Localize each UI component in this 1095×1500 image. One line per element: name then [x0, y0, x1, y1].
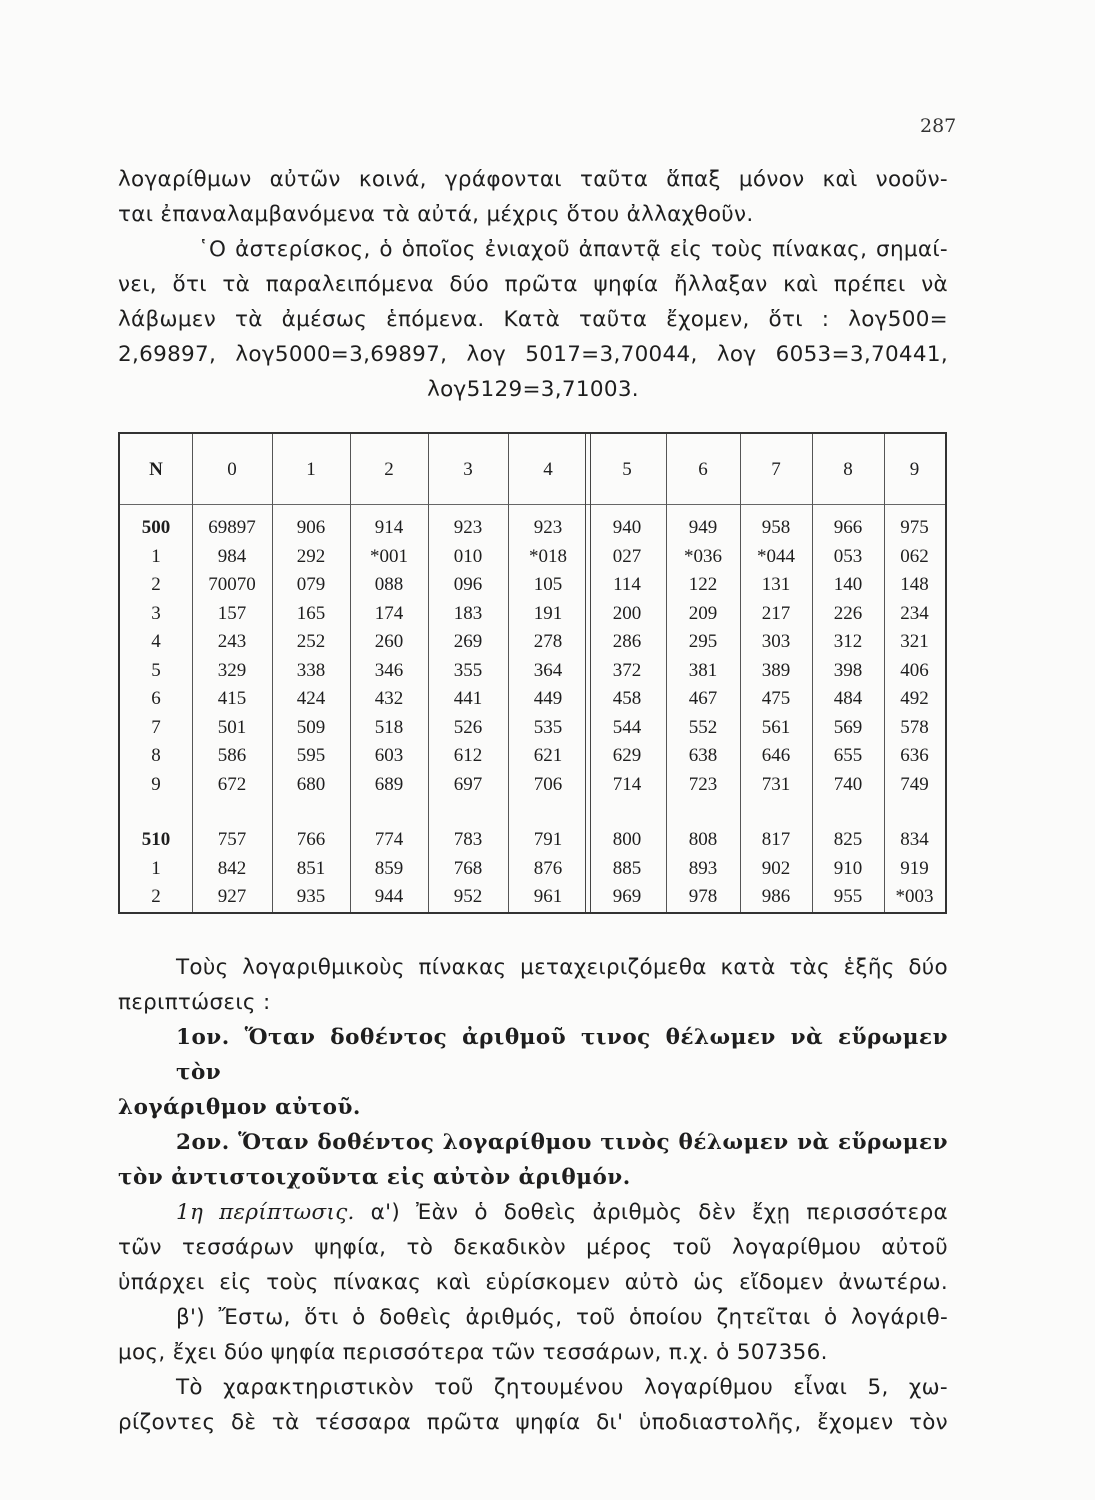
case1-line — [118, 1195, 948, 1230]
table-row — [120, 855, 945, 884]
column-rule — [508, 434, 509, 912]
table-cell: 723 — [688, 773, 718, 795]
row-label-cell: 7 — [151, 716, 161, 738]
table-cell: *003 — [895, 886, 934, 908]
table-cell: *001 — [370, 545, 408, 567]
page-number: 287 — [920, 115, 957, 137]
table-cell: 432 — [374, 688, 404, 710]
table-cell: 768 — [453, 857, 483, 879]
table-cell: 749 — [900, 773, 929, 795]
intro-line: ῾Ο ἀστερίσκος, ὁ ὁποῖος ἐνιαχοῦ ἀπαντᾷ εἰς τοὺς πίνακας, σημαί- — [198, 237, 948, 262]
table-cell: 902 — [761, 857, 791, 879]
table-cell: 69897 — [208, 517, 256, 539]
outro-line: τῶν τεσσάρων ψηφία, τὸ δεκαδικὸν μέρος τοῦ λογαρίθμου αὐτοῦ — [118, 1235, 948, 1260]
table-cell: 757 — [217, 829, 247, 851]
case-heading-1-cont: λογάριθμον αὐτοῦ. — [118, 1095, 361, 1120]
table-cell: 329 — [217, 659, 247, 681]
table-cell: 217 — [761, 602, 791, 624]
case1-text: α') Ἐὰν ὁ δοθεὶς ἀριθμὸς δὲν ἔχῃ περισσότερα — [370, 1200, 948, 1225]
table-cell: 9 — [909, 459, 920, 481]
row-label-cell: 3 — [151, 602, 161, 624]
table-cell: 526 — [453, 716, 483, 738]
row-label-cell: 2 — [151, 574, 161, 596]
table-cell: 935 — [296, 886, 326, 908]
column-rule — [350, 434, 351, 912]
table-cell: 122 — [688, 574, 718, 596]
case-heading-1: 1ον. Ὅταν δοθέντος ἀριθμοῦ τινος θέλωμεν νὰ εὕρωμεν τὸν — [176, 1025, 948, 1085]
table-cell: 449 — [533, 688, 563, 710]
table-cell: 923 — [453, 517, 483, 539]
table-cell: 364 — [533, 659, 563, 681]
table-cell: 919 — [900, 857, 929, 879]
row-label-cell: 8 — [151, 745, 161, 767]
table-cell: 484 — [833, 688, 863, 710]
intro-paragraph — [118, 162, 948, 407]
table-cell: 424 — [296, 688, 326, 710]
table-cell: 518 — [374, 716, 404, 738]
table-cell: 906 — [296, 517, 326, 539]
table-cell: 174 — [374, 602, 404, 624]
table-cell: 053 — [833, 545, 863, 567]
table-cell: 157 — [217, 602, 247, 624]
table-cell: 984 — [217, 545, 247, 567]
table-cell: 638 — [688, 745, 718, 767]
table-cell: 535 — [533, 716, 563, 738]
intro-line: ται ἐπαναλαμβανόμενα τὰ αὐτά, μέχρις ὅτου ἀλλαχθοῦν. — [118, 202, 754, 227]
table-cell: 944 — [374, 886, 404, 908]
row-label-cell: 500 — [141, 517, 171, 539]
table-cell: 885 — [612, 857, 642, 879]
table-cell: 969 — [612, 886, 642, 908]
table-cell: 5 — [622, 459, 632, 481]
table-cell: 851 — [296, 857, 326, 879]
row-label-cell: 5 — [151, 659, 161, 681]
table-row — [120, 742, 945, 771]
table-cell: 096 — [453, 574, 483, 596]
table-cell: 966 — [833, 517, 863, 539]
column-rule — [666, 434, 667, 912]
table-cell: 636 — [900, 745, 929, 767]
table-row — [120, 883, 945, 912]
table-cell: 355 — [453, 659, 483, 681]
table-cell: 680 — [296, 773, 326, 795]
column-rule — [272, 434, 273, 912]
table-cell: 509 — [296, 716, 326, 738]
table-cell: 441 — [453, 688, 483, 710]
table-cell: 415 — [217, 688, 247, 710]
table-cell: 027 — [612, 545, 642, 567]
table-cell: 893 — [688, 857, 718, 879]
table-cell: 740 — [833, 773, 863, 795]
outro-line: μος, ἔχει δύο ψηφία περισσότερα τῶν τεσσάρων, π.χ. ὁ 507356. — [118, 1340, 828, 1365]
table-cell: *018 — [529, 545, 567, 567]
table-cell: 561 — [761, 716, 791, 738]
table-cell: 226 — [833, 602, 863, 624]
table-cell: 952 — [453, 886, 483, 908]
table-cell: 165 — [296, 602, 326, 624]
table-cell: 398 — [833, 659, 863, 681]
table-cell: 1 — [306, 459, 316, 481]
column-rule — [428, 434, 429, 912]
table-cell: 910 — [833, 857, 863, 879]
table-cell: 595 — [296, 745, 326, 767]
table-cell: 234 — [900, 602, 929, 624]
table-cell: 697 — [453, 773, 483, 795]
table-cell: 079 — [296, 574, 326, 596]
table-cell: 321 — [900, 631, 929, 653]
table-row — [120, 685, 945, 714]
outro-line: ὑπάρχει εἰς τοὺς πίνακας καὶ εὑρίσκομεν αὐτὸ ὡς εἴδομεν ἀνωτέρω. — [118, 1270, 948, 1295]
table-cell: 131 — [761, 574, 791, 596]
table-cell: 621 — [533, 745, 563, 767]
row-label-cell: 1 — [151, 545, 161, 567]
intro-line: λάβωμεν τὰ ἀμέσως ἑπόμενα. Κατὰ ταῦτα ἔχομεν, ὅτι : λογ500= — [118, 307, 948, 332]
table-row — [120, 628, 945, 657]
table-cell: 955 — [833, 886, 863, 908]
table-cell: 783 — [453, 829, 483, 851]
column-rule — [740, 434, 741, 912]
table-cell: 808 — [688, 829, 718, 851]
table-cell: 834 — [900, 829, 929, 851]
table-cell: 467 — [688, 688, 718, 710]
table-cell: 578 — [900, 716, 929, 738]
table-cell: 269 — [453, 631, 483, 653]
logarithm-table — [118, 432, 947, 914]
table-cell: 842 — [217, 857, 247, 879]
table-cell: 7 — [771, 459, 781, 481]
table-cell: 6 — [698, 459, 708, 481]
table-cell: 949 — [688, 517, 718, 539]
outro-text — [118, 950, 948, 1440]
table-cell: *036 — [684, 545, 722, 567]
outro-line: Τοὺς λογαριθμικοὺς πίνακας μεταχειριζόμεθα κατὰ τὰς ἑξῆς δύο — [176, 955, 948, 980]
table-cell: 2 — [384, 459, 394, 481]
table-row — [120, 543, 945, 572]
table-cell: 3 — [463, 459, 473, 481]
table-cell: 381 — [688, 659, 718, 681]
table-cell: 389 — [761, 659, 791, 681]
intro-line: λογαρίθμων αὐτῶν κοινά, γράφονται ταῦτα ἅπαξ μόνον καὶ νοοῦν- — [118, 167, 948, 192]
table-cell: 927 — [217, 886, 247, 908]
column-rule — [192, 434, 193, 912]
table-cell: 148 — [900, 574, 929, 596]
table-cell: 312 — [833, 631, 863, 653]
table-cell: 200 — [612, 602, 642, 624]
table-cell: 8 — [843, 459, 853, 481]
table-cell: 817 — [761, 829, 791, 851]
table-header-row — [120, 456, 945, 485]
row-label-cell: 9 — [151, 773, 161, 795]
outro-line: περιπτώσεις : — [118, 990, 271, 1015]
table-cell: 774 — [374, 829, 404, 851]
header-separator — [120, 504, 945, 505]
table-cell: 458 — [612, 688, 642, 710]
table-cell: 114 — [613, 574, 641, 596]
table-cell: 406 — [900, 659, 929, 681]
table-cell: 70070 — [208, 574, 256, 596]
row-label-cell: 6 — [151, 688, 161, 710]
intro-line: λογ5129=3,71003. — [427, 377, 639, 402]
table-row — [120, 571, 945, 600]
table-cell: 961 — [533, 886, 563, 908]
table-row — [120, 771, 945, 800]
table-cell: 706 — [533, 773, 563, 795]
table-cell: 629 — [612, 745, 642, 767]
table-cell: 646 — [761, 745, 791, 767]
table-cell: 766 — [296, 829, 326, 851]
table-cell: 791 — [533, 829, 563, 851]
table-cell: 475 — [761, 688, 791, 710]
table-cell: 612 — [453, 745, 483, 767]
row-label-cell: 1 — [151, 857, 161, 879]
column-rule — [585, 434, 591, 912]
row-label-cell: 4 — [151, 631, 161, 653]
table-cell: 303 — [761, 631, 791, 653]
table-cell: 714 — [612, 773, 642, 795]
table-cell: 492 — [900, 688, 929, 710]
table-cell: 544 — [612, 716, 642, 738]
column-rule — [812, 434, 813, 912]
table-cell: 260 — [374, 631, 404, 653]
table-cell: 286 — [612, 631, 642, 653]
table-cell: *044 — [757, 545, 795, 567]
table-row — [120, 600, 945, 629]
table-cell: 010 — [453, 545, 483, 567]
column-rule — [884, 434, 885, 912]
table-cell: 586 — [217, 745, 247, 767]
table-cell: 292 — [296, 545, 326, 567]
table-cell: 914 — [374, 517, 404, 539]
table-cell: 569 — [833, 716, 863, 738]
table-cell: 940 — [612, 517, 642, 539]
case1-label: 1η περίπτωσις. — [176, 1200, 355, 1225]
table-cell: 876 — [533, 857, 563, 879]
table-cell: 295 — [688, 631, 718, 653]
table-cell: 825 — [833, 829, 863, 851]
table-cell: 978 — [688, 886, 718, 908]
intro-line: νει, ὅτι τὰ παραλειπόμενα δύο πρῶτα ψηφία ἤλλαξαν καὶ πρέπει νὰ — [118, 272, 948, 297]
row-label-cell: N — [149, 459, 163, 481]
table-cell: 923 — [533, 517, 563, 539]
table-cell: 655 — [833, 745, 863, 767]
table-cell: 062 — [900, 545, 929, 567]
table-row — [120, 826, 945, 855]
table-cell: 105 — [533, 574, 563, 596]
table-cell: 209 — [688, 602, 718, 624]
table-cell: 243 — [217, 631, 247, 653]
table-cell: 986 — [761, 886, 791, 908]
table-row — [120, 514, 945, 543]
table-cell: 975 — [900, 517, 929, 539]
table-cell: 689 — [374, 773, 404, 795]
table-row — [120, 657, 945, 686]
table-cell: 958 — [761, 517, 791, 539]
intro-line: 2,69897, λογ5000=3,69897, λογ 5017=3,70044, λογ 6053=3,70441, — [118, 342, 948, 367]
table-cell: 4 — [543, 459, 553, 481]
table-cell: 191 — [533, 602, 563, 624]
table-cell: 859 — [374, 857, 404, 879]
table-cell: 672 — [217, 773, 247, 795]
table-cell: 088 — [374, 574, 404, 596]
table-cell: 278 — [533, 631, 563, 653]
table-cell: 800 — [612, 829, 642, 851]
table-cell: 0 — [227, 459, 237, 481]
table-cell: 603 — [374, 745, 404, 767]
table-cell: 183 — [453, 602, 483, 624]
table-cell: 372 — [612, 659, 642, 681]
outro-line: β') Ἔστω, ὅτι ὁ δοθεὶς ἀριθμός, τοῦ ὁποίου ζητεῖται ὁ λογάριθ- — [176, 1305, 948, 1330]
outro-line: Τὸ χαρακτηριστικὸν τοῦ ζητουμένου λογαρίθμου εἶναι 5, χω- — [176, 1375, 948, 1400]
case-heading-2-cont: τὸν ἀντιστοιχοῦντα εἰς αὐτὸν ἀριθμόν. — [118, 1165, 631, 1190]
table-cell: 252 — [296, 631, 326, 653]
table-cell: 338 — [296, 659, 326, 681]
row-label-cell: 510 — [141, 829, 171, 851]
table-cell: 501 — [217, 716, 247, 738]
table-cell: 552 — [688, 716, 718, 738]
outro-line: ρίζοντες δὲ τὰ τέσσαρα πρῶτα ψηφία δι' ὑποδιαστολῆς, ἔχομεν τὸν — [118, 1410, 948, 1435]
case-heading-2: 2ον. Ὅταν δοθέντος λογαρίθμου τινὸς θέλωμεν νὰ εὕρωμεν — [176, 1130, 948, 1155]
row-label-cell: 2 — [151, 886, 161, 908]
table-cell: 140 — [833, 574, 863, 596]
table-row — [120, 714, 945, 743]
table-cell: 346 — [374, 659, 404, 681]
table-cell: 731 — [761, 773, 791, 795]
